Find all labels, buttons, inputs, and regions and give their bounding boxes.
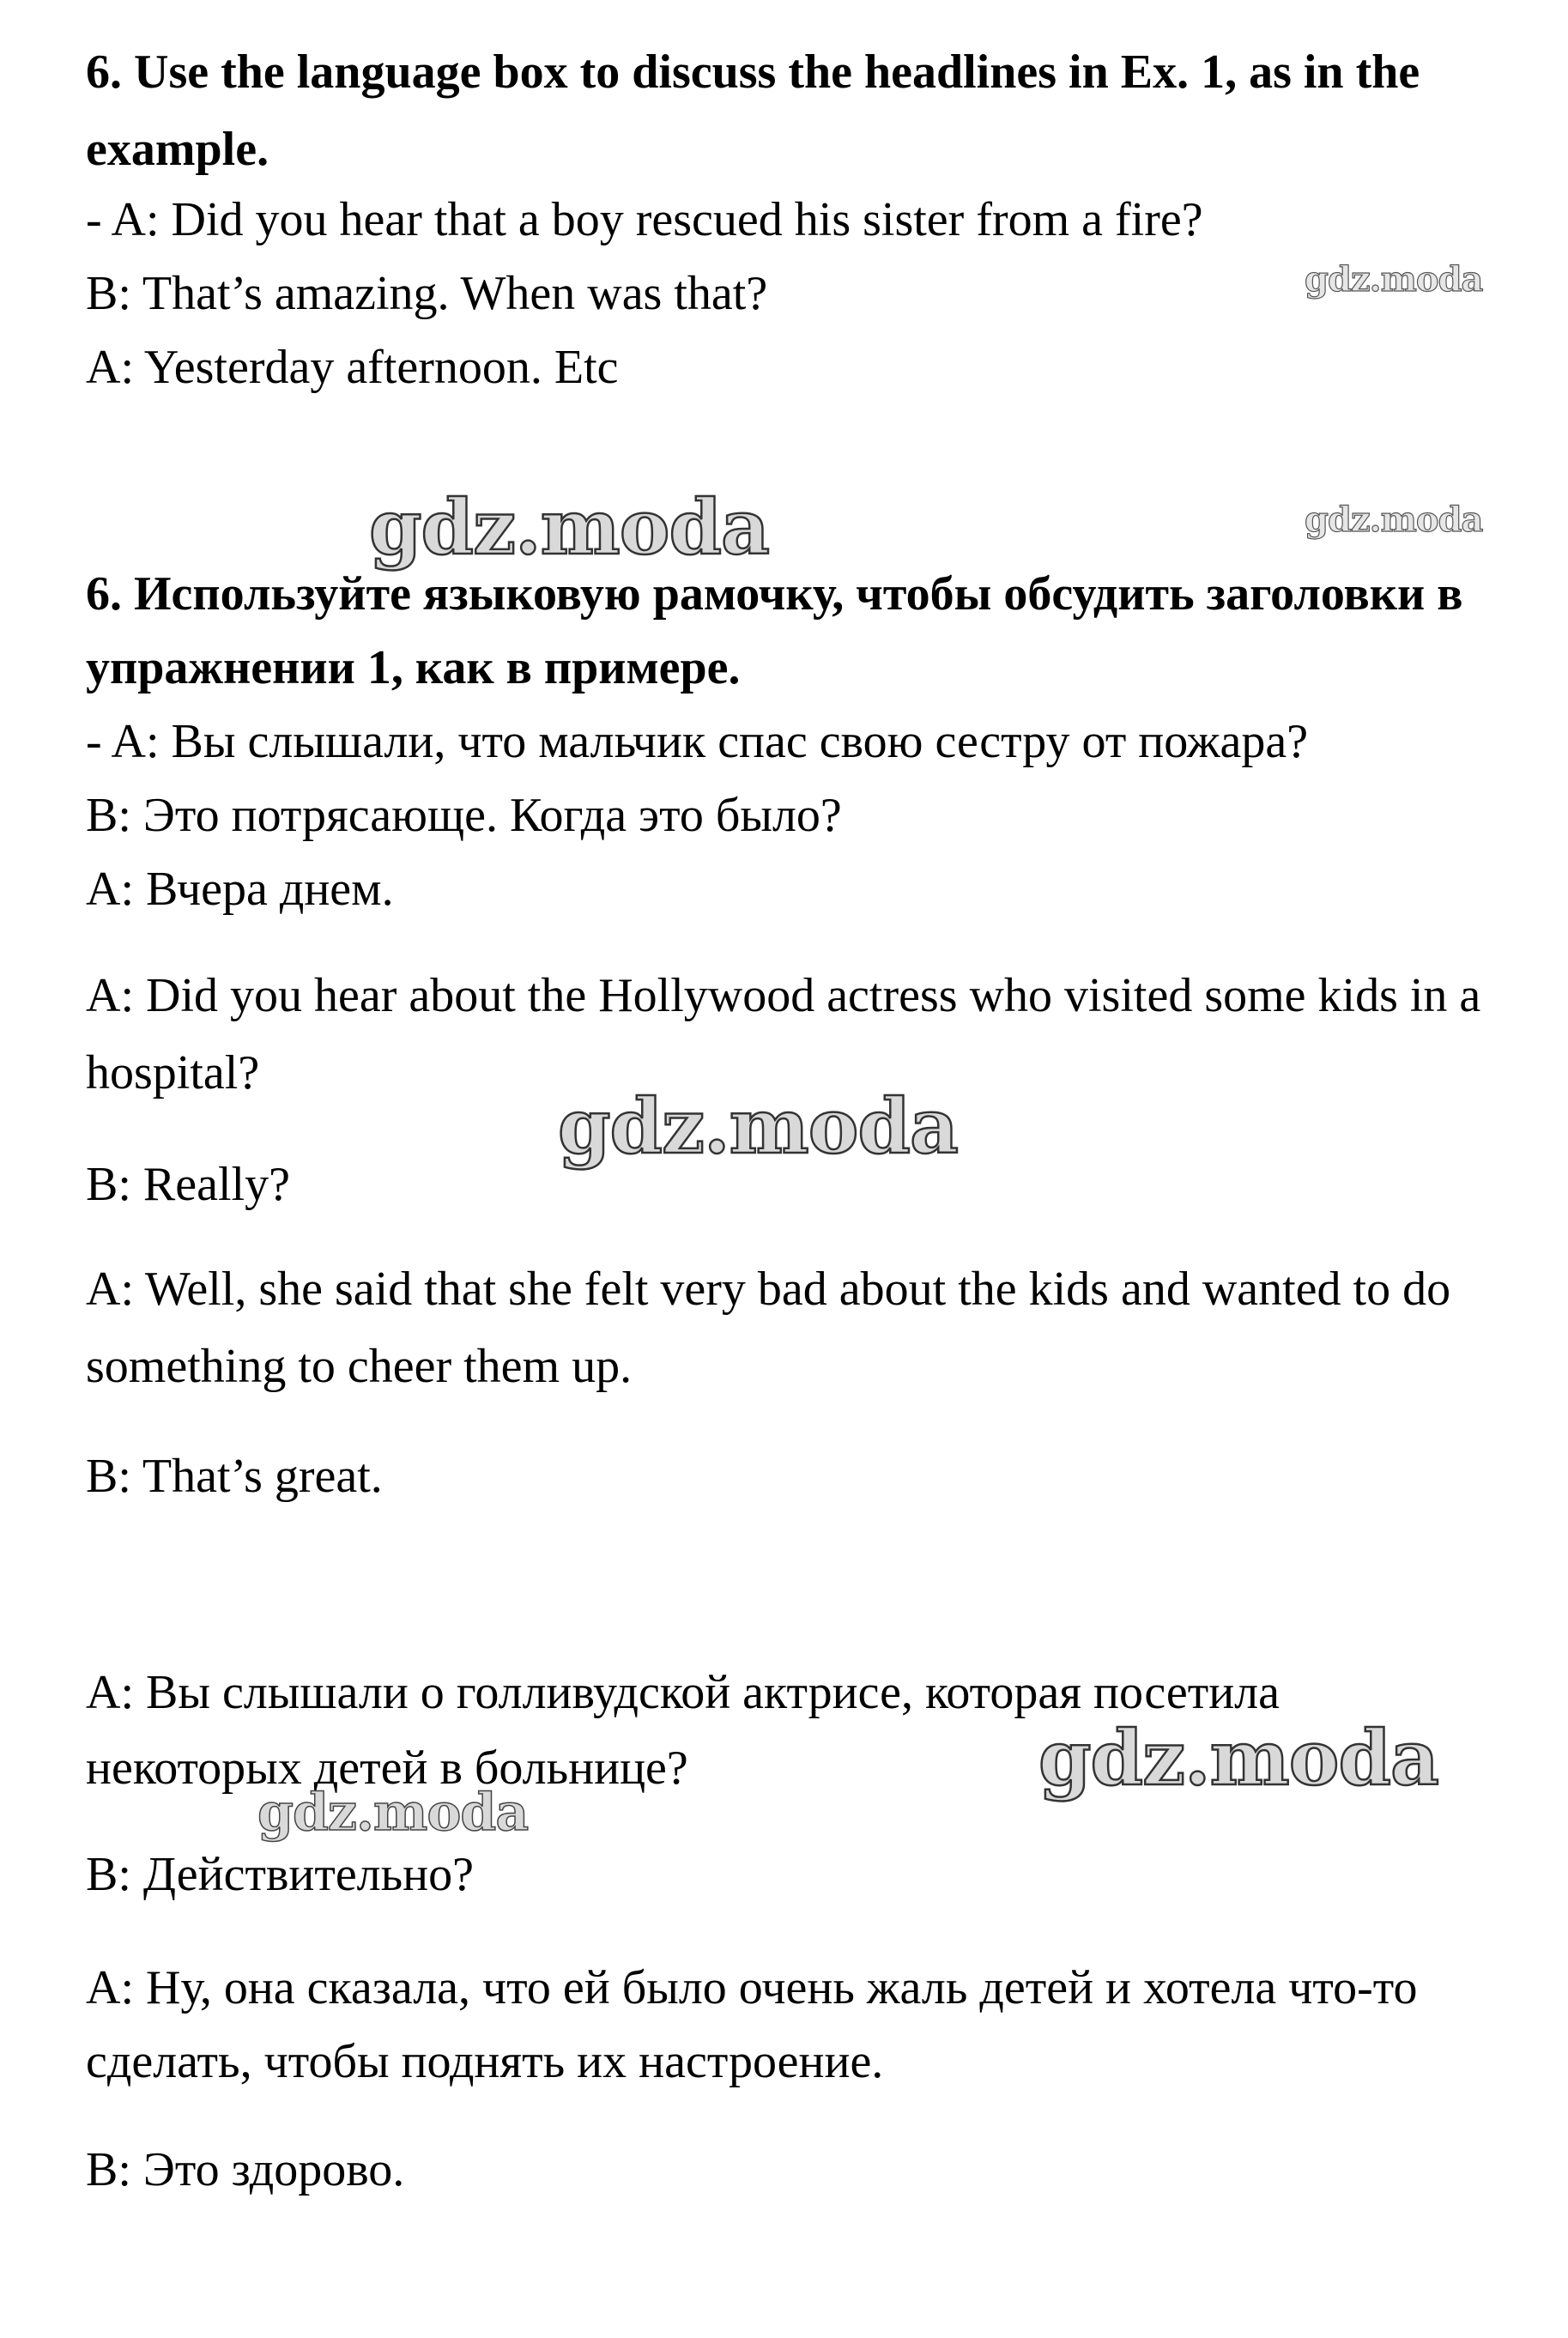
task-heading-ru-line1: 6. Используйте языковую рамочку, чтобы обсудить заголовки в [86,567,1463,621]
watermark: gdz.moda [1305,259,1483,300]
dialogue-en-a1-line2: hospital? [86,1046,260,1099]
example-en-line3: A: Yesterday afternoon. Etc [86,341,619,394]
dialogue-ru-b2: B: Это здорово. [86,2143,405,2196]
dialogue-en-b2: B: That’s great. [86,1450,383,1503]
task-heading-en-line2: example. [86,123,269,176]
dialogue-ru-a2-line1: A: Ну, она сказала, что ей было очень жаль детей и хотела что-то [86,1961,1418,2014]
task-heading-ru-line2: упражнении 1, как в примере. [86,641,741,694]
task-heading-en-line1: 6. Use the language box to discuss the headlines in Ex. 1, as in the [86,45,1420,99]
dialogue-en-b1: B: Really? [86,1158,290,1211]
dialogue-ru-a2-line2: сделать, чтобы поднять их настроение. [86,2035,884,2088]
example-ru-line3: A: Вчера днем. [86,863,394,916]
example-en-line2: B: That’s amazing. When was that? [86,267,768,320]
dialogue-en-a2-line1: A: Well, she said that she felt very bad about the kids and wanted to do [86,1263,1451,1316]
watermark: gdz.moda [257,1783,529,1843]
watermark: gdz.moda [1305,500,1483,540]
dialogue-ru-b1: B: Действительно? [86,1848,474,1901]
dialogue-en-a2-line2: something to cheer them up. [86,1340,633,1393]
watermark: gdz.moda [369,482,770,572]
watermark: gdz.moda [558,1081,959,1171]
dialogue-ru-a1-line2: некоторых детей в больнице? [86,1741,688,1795]
example-ru-line1: - A: Вы слышали, что мальчик спас свою сестру от пожара? [86,715,1309,768]
watermark: gdz.moda [1038,1713,1439,1802]
dialogue-ru-a1-line1: A: Вы слышали о голливудской актрисе, которая посетила [86,1666,1280,1719]
example-ru-line2: B: Это потрясающе. Когда это было? [86,789,842,842]
dialogue-en-a1-line1: A: Did you hear about the Hollywood actress who visited some kids in a [86,969,1481,1022]
example-en-line1: - A: Did you hear that a boy rescued his sister from a fire? [86,193,1203,246]
